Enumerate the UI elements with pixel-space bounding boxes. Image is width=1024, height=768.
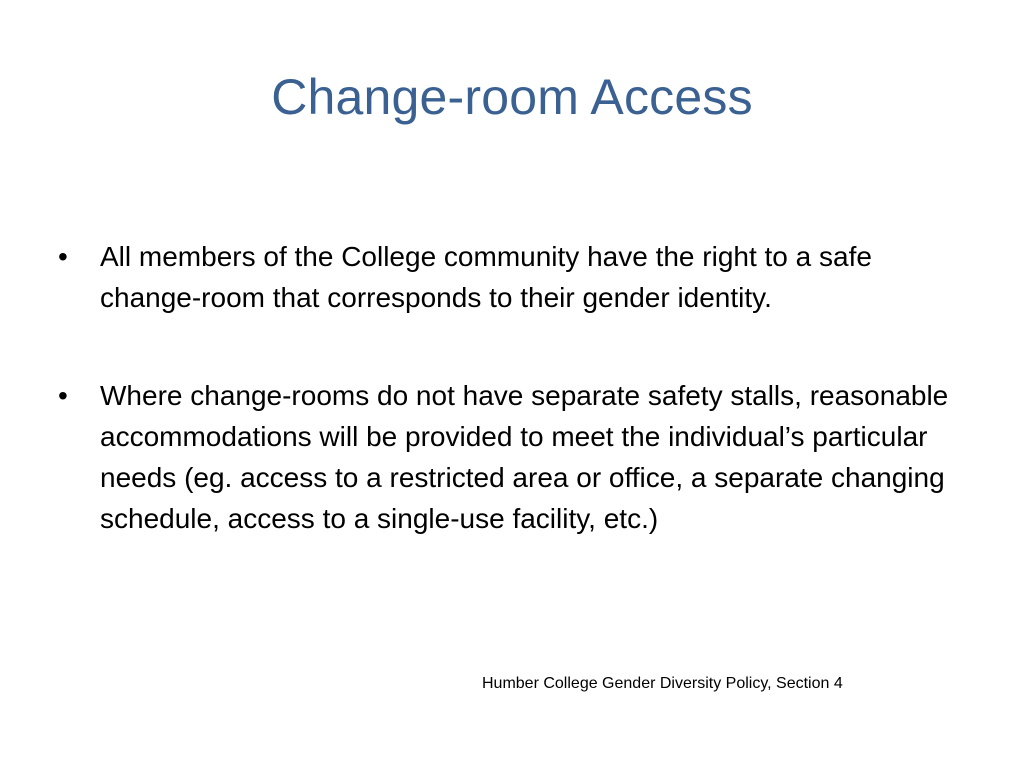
bullet-item xyxy=(58,236,978,318)
bullet-text: All members of the College community have the right to a safe change-room that corresponds to their gender identity. xyxy=(100,241,872,313)
bullet-list xyxy=(58,236,978,539)
bullet-text: Where change-rooms do not have separate safety stalls, reasonable accommodations will be provided to meet the individual’s particular needs (eg. access to a restricted area or office, a separate changing schedule, access to a single-use facility, etc.) xyxy=(100,380,949,534)
slide-title: Change-room Access xyxy=(271,69,753,125)
bullet-item xyxy=(58,375,978,539)
source-citation: Humber College Gender Diversity Policy, Section 4 xyxy=(482,675,843,692)
bullet-marker: • xyxy=(58,380,68,411)
bullet-marker: • xyxy=(58,241,68,272)
